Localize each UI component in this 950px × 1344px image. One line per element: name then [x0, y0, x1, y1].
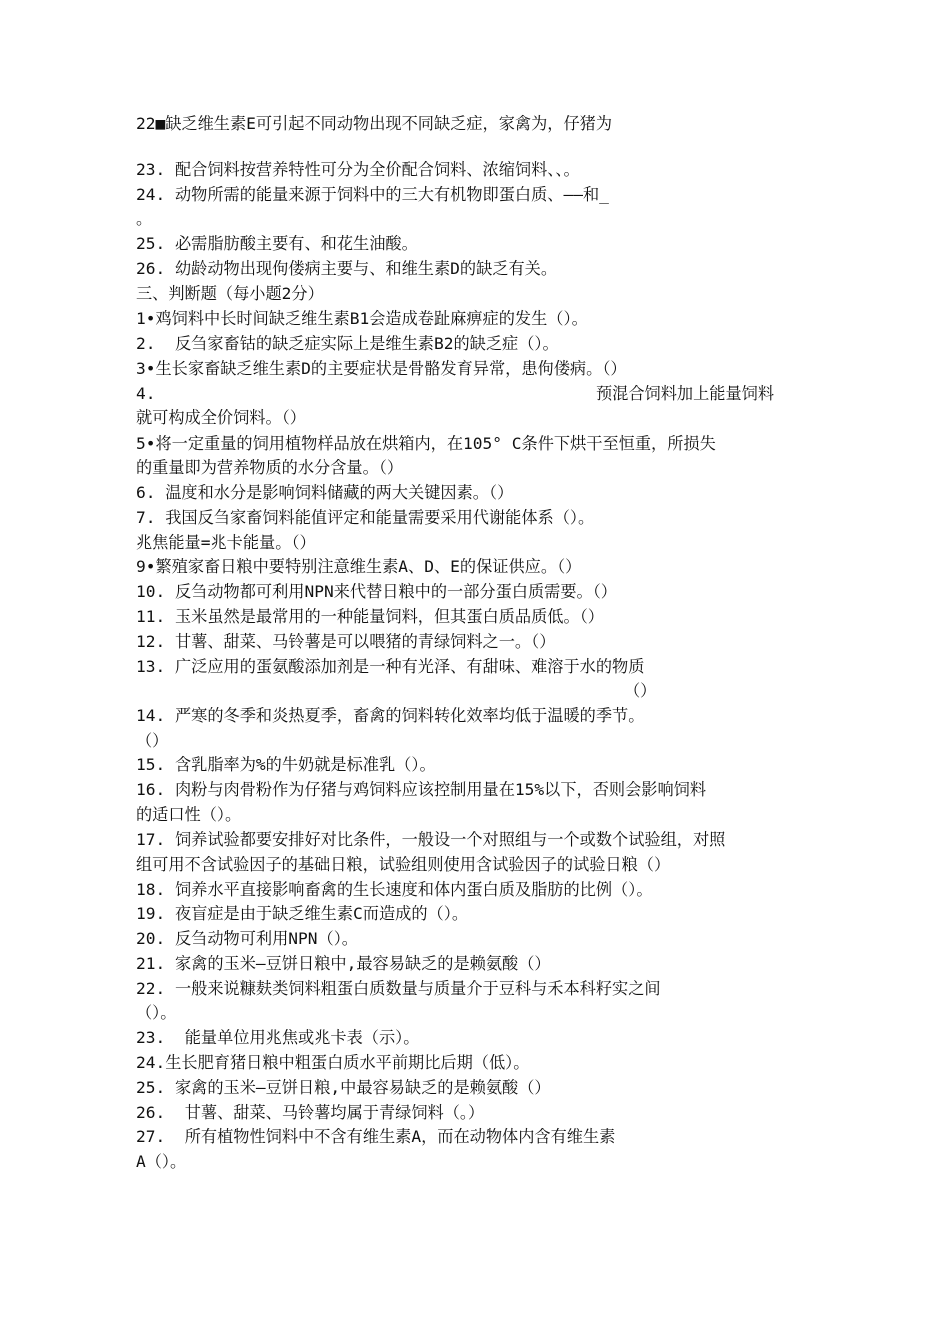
judgment-6: 6. 温度和水分是影响饲料储藏的两大关键因素。（） — [136, 483, 514, 502]
judgment-26: 26. 甘薯、甜菜、马铃薯均属于青绿饲料（。） — [136, 1103, 485, 1122]
judgment-4-continued: 就可构成全价饲料。（） — [136, 408, 306, 427]
judgment-16-continued: 的适口性（）。 — [136, 805, 242, 824]
judgment-5: 5•将一定重量的饲用植物样品放在烘箱内，在105° C条件下烘干至恒重，所损失 — [136, 434, 716, 453]
judgment-9: 9•繁殖家畜日粮中要特别注意维生素A、D、E的保证供应。（） — [136, 557, 582, 576]
judgment-8: 兆焦能量=兆卡能量。（） — [136, 533, 316, 552]
judgment-10: 10. 反刍动物都可利用NPN来代替日粮中的一部分蛋白质需要。（） — [136, 582, 617, 601]
question-24-fill-continued: 。 — [136, 209, 153, 228]
judgment-5-continued: 的重量即为营养物质的水分含量。（） — [136, 458, 404, 477]
judgment-25: 25. 家禽的玉米—豆饼日粮,中最容易缺乏的是赖氨酸（） — [136, 1078, 551, 1097]
judgment-20: 20. 反刍动物可利用NPN（）。 — [136, 929, 358, 948]
judgment-18: 18. 饲养水平直接影响畜禽的生长速度和体内蛋白质及脂肪的比例（）。 — [136, 880, 653, 899]
judgment-4-text: 预混合饲料加上能量饲料 — [596, 384, 775, 403]
question-26-fill: 26. 幼龄动物出现佝偻病主要与、和维生素D的缺乏有关。 — [136, 259, 558, 278]
judgment-7: 7. 我国反刍家畜饲料能值评定和能量需要采用代谢能体系（）。 — [136, 508, 595, 527]
judgment-14-paren: （） — [136, 731, 169, 750]
judgment-21: 21. 家禽的玉米—豆饼日粮中,最容易缺乏的是赖氨酸（） — [136, 954, 551, 973]
judgment-13: 13. 广泛应用的蛋氨酸添加剂是一种有光泽、有甜味、难溶于水的物质 — [136, 657, 645, 676]
judgment-17-continued: 组可用不含试验因子的基础日粮，试验组则使用含试验因子的试验日粮（） — [136, 855, 671, 874]
question-24-fill: 24. 动物所需的能量来源于饲料中的三大有机物即蛋白质、——和_ — [136, 185, 609, 204]
section-heading-judgment: 三、判断题（每小题2分） — [136, 284, 324, 303]
judgment-4-number: 4. — [136, 384, 156, 403]
judgment-1: 1•鸡饲料中长时间缺乏维生素B1会造成卷趾麻痹症的发生（）。 — [136, 309, 588, 328]
judgment-2: 2. 反刍家畜钴的缺乏症实际上是维生素B2的缺乏症（）。 — [136, 334, 559, 353]
judgment-22: 22. 一般来说糠麸类饲料粗蛋白质数量与质量介于豆科与禾本科籽实之间 — [136, 979, 661, 998]
question-25-fill: 25. 必需脂肪酸主要有、和花生油酸。 — [136, 234, 418, 253]
question-23-fill: 23. 配合饲料按营养特性可分为全价配合饲料、浓缩饲料、、。 — [136, 160, 580, 179]
judgment-13-paren: （） — [624, 681, 657, 700]
judgment-27-continued: A（）。 — [136, 1152, 187, 1171]
judgment-19: 19. 夜盲症是由于缺乏维生素C而造成的（）。 — [136, 904, 469, 923]
judgment-12: 12. 甘薯、甜菜、马铃薯是可以喂猪的青绿饲料之一。（） — [136, 632, 556, 651]
judgment-14: 14. 严寒的冬季和炎热夏季，畜禽的饲料转化效率均低于温暖的季节。 — [136, 706, 645, 725]
judgment-15: 15. 含乳脂率为%的牛奶就是标准乳（）。 — [136, 755, 436, 774]
judgment-11: 11. 玉米虽然是最常用的一种能量饲料，但其蛋白质品质低。（） — [136, 607, 604, 626]
judgment-22-continued: （）。 — [136, 1003, 177, 1022]
judgment-17: 17. 饲养试验都要安排好对比条件，一般设一个对照组与一个或数个试验组，对照 — [136, 830, 726, 849]
judgment-27: 27. 所有植物性饲料中不含有维生素A，而在动物体内含有维生素 — [136, 1127, 616, 1146]
judgment-23: 23. 能量单位用兆焦或兆卡表（示）。 — [136, 1028, 420, 1047]
question-22-fill: 22■缺乏维生素E可引起不同动物出现不同缺乏症，家禽为，仔猪为 — [136, 114, 613, 133]
judgment-16: 16. 肉粉与肉骨粉作为仔猪与鸡饲料应该控制用量在15%以下，否则会影响饲料 — [136, 780, 707, 799]
judgment-24: 24.生长肥育猪日粮中粗蛋白质水平前期比后期（低）。 — [136, 1053, 530, 1072]
judgment-3: 3•生长家畜缺乏维生素D的主要症状是骨骼发育异常，患佝偻病。（） — [136, 359, 627, 378]
